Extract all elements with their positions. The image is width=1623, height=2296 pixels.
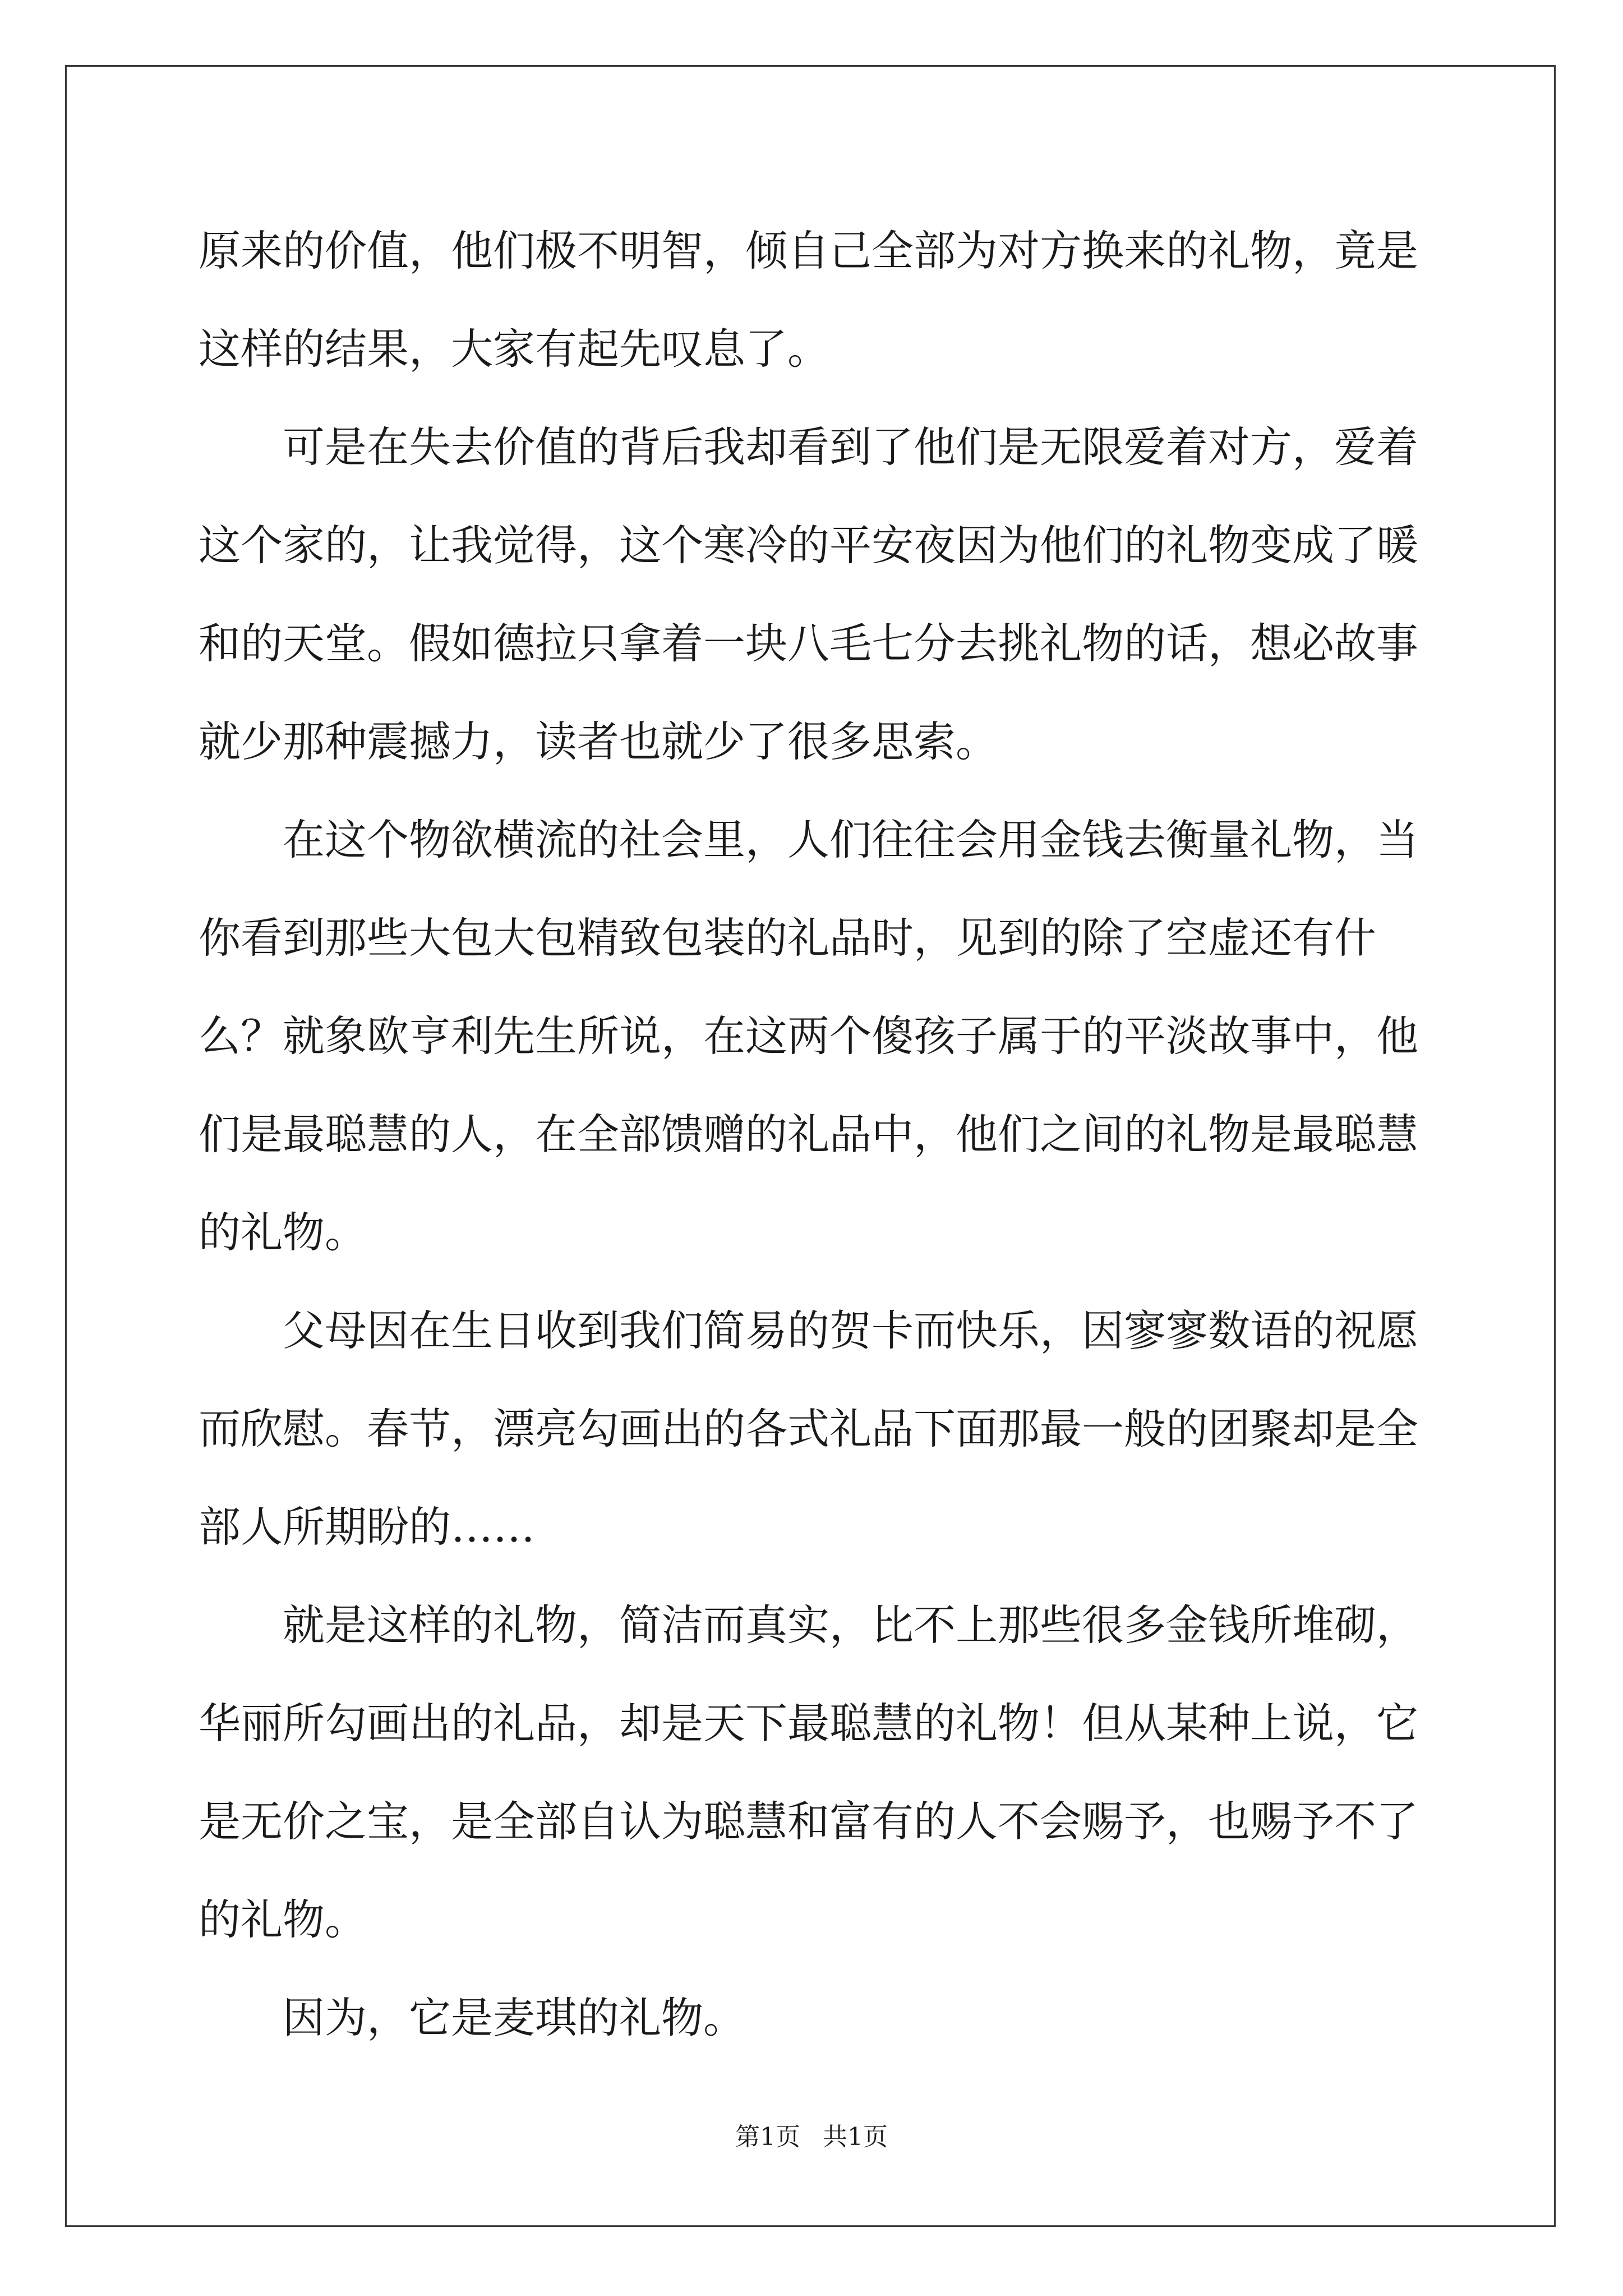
page-footer bbox=[0, 2120, 1623, 2154]
paragraph-5: 就是这样的礼物，简洁而真实，比不上那些很多金钱所堆砌，华丽所勾画出的礼品，却是天下最聪慧的礼物！但从某种上说，它是无价之宝，是全部自认为聪慧和富有的人不会赐予，也赐予不了的礼物。 bbox=[199, 1600, 1419, 1944]
page-number-total: 共1页 bbox=[823, 2123, 888, 2151]
paragraph-4: 父母因在生日收到我们简易的贺卡而快乐，因寥寥数语的祝愿而欣慰。春节，漂亮勾画出的各式礼品下面那最一般的团聚却是全部人所期盼的…… bbox=[199, 1306, 1419, 1552]
document-body bbox=[199, 202, 1455, 2067]
paragraph-2: 可是在失去价值的背后我却看到了他们是无限爱着对方，爱着这个家的，让我觉得，这个寒冷的平安夜因为他们的礼物变成了暖和的天堂。假如德拉只拿着一块八毛七分去挑礼物的话，想必故事就少那种震撼力，读者也就少了很多思索。 bbox=[199, 422, 1419, 766]
paragraph-1: 原来的价值，他们极不明智，倾自己全部为对方换来的礼物，竟是这样的结果，大家有起先叹息了。 bbox=[199, 226, 1419, 374]
paragraph-6: 因为，它是麦琪的礼物。 bbox=[283, 1993, 746, 2042]
page-number-current: 第1页 bbox=[735, 2123, 800, 2151]
paragraph-3: 在这个物欲横流的社会里，人们往往会用金钱去衡量礼物，当你看到那些大包大包精致包装的礼品时，见到的除了空虚还有什么？就象欧亨利先生所说，在这两个傻孩子属于的平淡故事中，他们是最聪慧的人，在全部馈赠的礼品中，他们之间的礼物是最聪慧的礼物。 bbox=[199, 815, 1419, 1257]
